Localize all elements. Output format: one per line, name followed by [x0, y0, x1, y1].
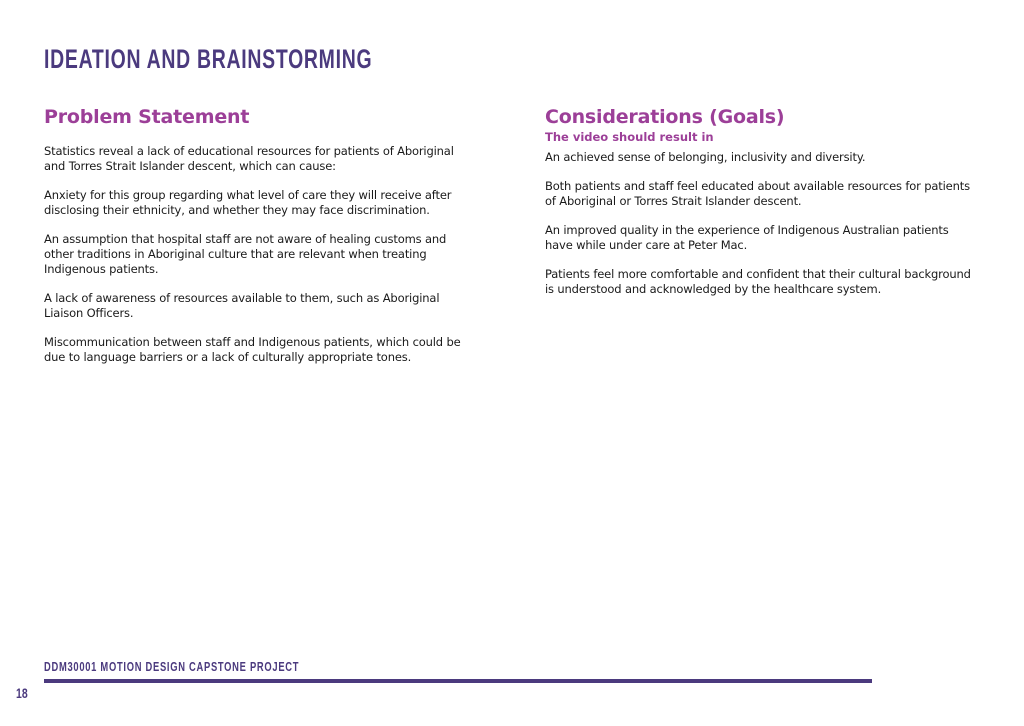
problem-paragraph: A lack of awareness of resources available to them, such as Aboriginal Liaison Officers.: [44, 291, 440, 320]
problem-paragraph: Miscommunication between staff and Indigenous patients, which could be due to language barriers or a lack of culturally appropriate tones.: [44, 335, 461, 364]
problem-paragraph: An assumption that hospital staff are not aware of healing customs and other traditions in Aboriginal culture that are relevant when treating Indigenous patients.: [44, 232, 447, 276]
goal-paragraph: An achieved sense of belonging, inclusivity and diversity.: [545, 150, 866, 164]
footer-divider: [44, 679, 872, 683]
problem-statement-heading: Problem Statement: [44, 106, 250, 128]
goal-paragraph: An improved quality in the experience of Indigenous Australian patients have while under care at Peter Mac.: [545, 223, 949, 252]
footer-project-title: DDM30001 MOTION DESIGN CAPSTONE PROJECT: [44, 659, 300, 674]
goal-paragraph: Patients feel more comfortable and confident that their cultural background is understood and acknowledged by the healthcare system.: [545, 267, 971, 296]
considerations-subtitle: The video should result in: [545, 130, 714, 144]
problem-paragraph: Statistics reveal a lack of educational resources for patients of Aboriginal and Torres Strait Islander descent, which can cause:: [44, 144, 454, 173]
page-number: 18: [16, 685, 28, 701]
considerations-section: [545, 104, 975, 311]
page-title: IDEATION AND BRAINSTORMING: [44, 44, 373, 74]
problem-paragraph: Anxiety for this group regarding what level of care they will receive after disclosing their ethnicity, and whether they may face discrimination.: [44, 188, 452, 217]
goal-paragraph: Both patients and staff feel educated about available resources for patients of Aboriginal or Torres Strait Islander descent.: [545, 179, 970, 208]
considerations-heading: Considerations (Goals): [545, 106, 785, 128]
problem-statement-section: [44, 104, 474, 379]
